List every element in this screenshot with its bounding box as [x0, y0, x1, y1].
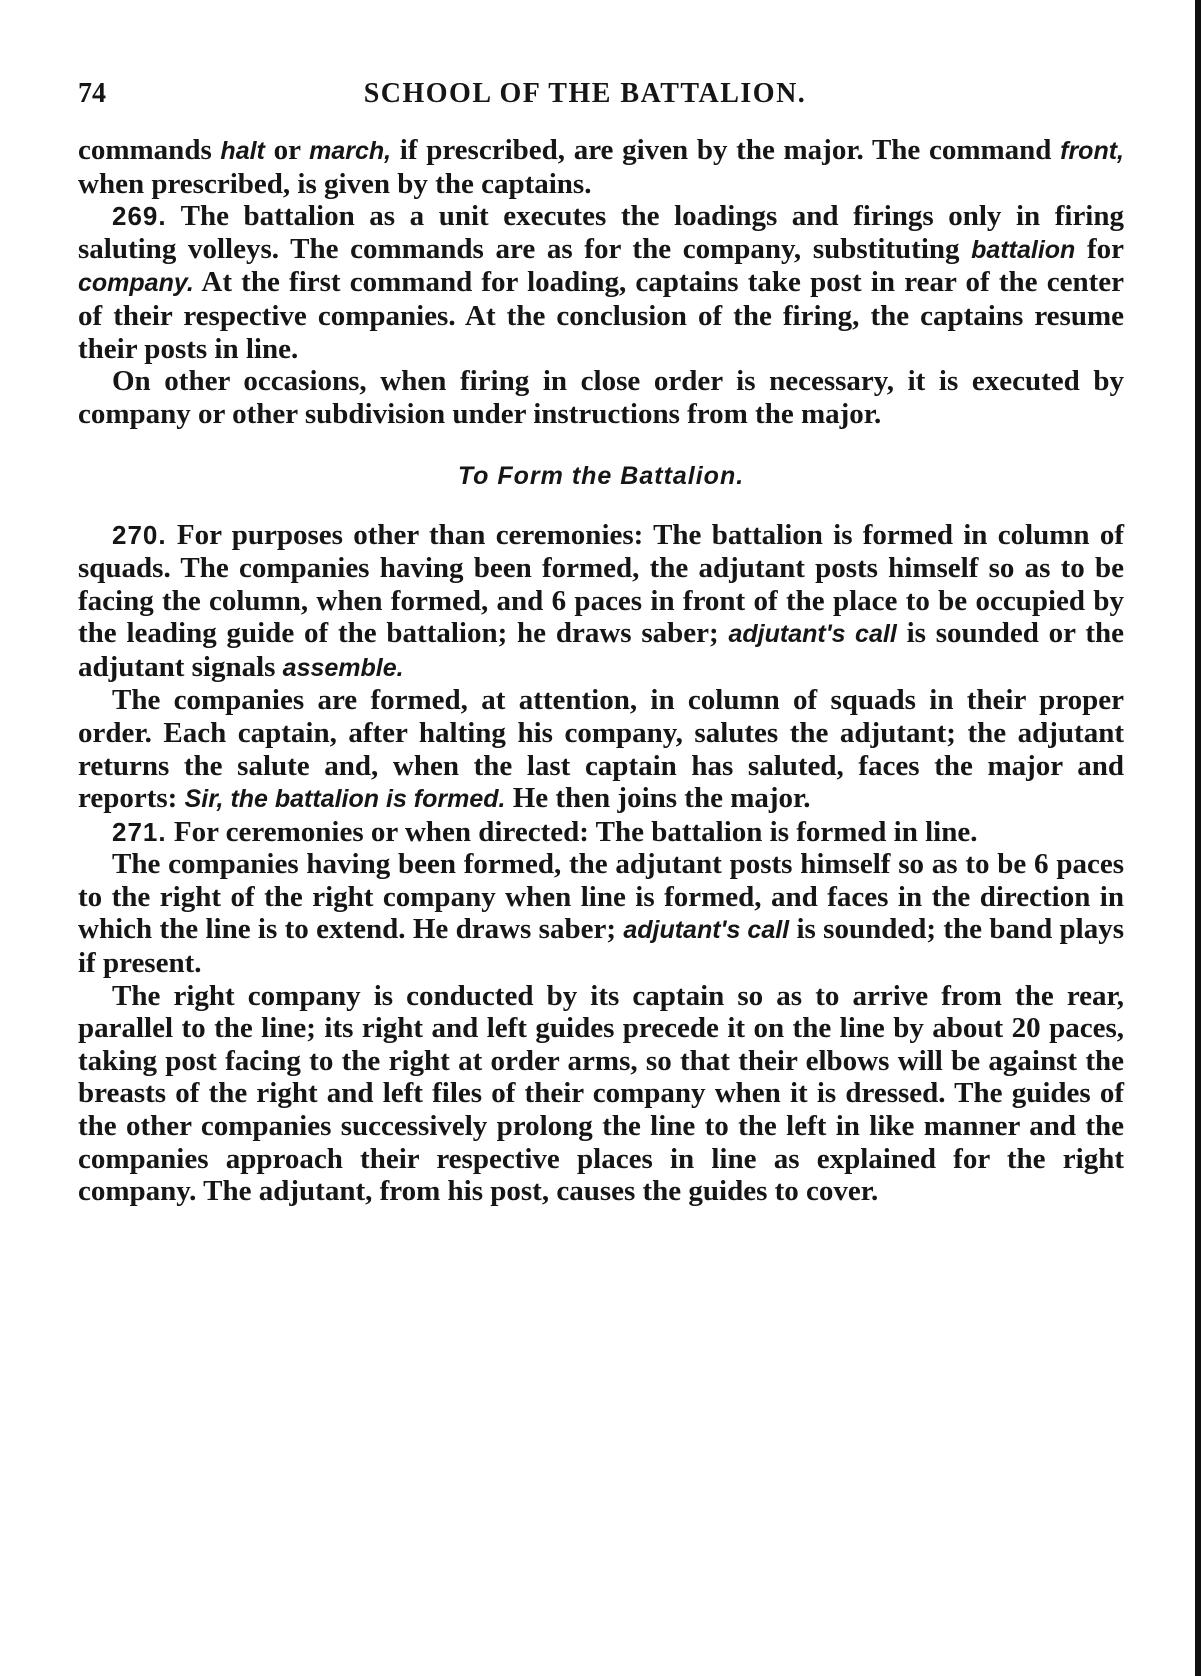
text-run: is sounded or the adjutant signals: [78, 617, 1124, 683]
paragraph-number: 271.: [112, 816, 167, 847]
paragraph-number: 270.: [112, 520, 167, 551]
section-heading: To Form the Battalion.: [457, 462, 745, 491]
command-company: company.: [78, 269, 194, 298]
command-adjutants-call: adjutant's call: [728, 620, 897, 649]
command-adjutants-call: adjutant's call: [623, 916, 790, 945]
command-halt: halt: [220, 137, 265, 165]
command-march: march,: [309, 137, 392, 165]
paragraph-269: [78, 200, 1124, 365]
text-run: The battalion as a unit executes the loadings and firings only in firing saluting volleys. The commands are as for the company, substituting: [78, 200, 1124, 265]
paragraph-271: [78, 816, 1124, 849]
command-battalion: battalion: [971, 235, 1076, 264]
command-assemble: assemble.: [282, 653, 404, 682]
command-front: front,: [1060, 137, 1124, 165]
text-run: The companies are formed, at attention, in column of squads in their proper order. Each captain, after halting his company, salutes the adjutant; the adjutant returns the salute and, when the last captain has saluted, faces the major and reports:: [78, 684, 1124, 815]
paragraph-number: 269.: [112, 201, 167, 232]
paragraph-270-cont: [78, 684, 1124, 815]
text-run: or: [264, 134, 310, 166]
text-run: The companies having been formed, the adjutant posts himself so as to be 6 paces to the right of the right company when line is formed, and faces in the direction in which the line is to extend. He draws saber;: [78, 848, 1124, 946]
paragraph-continuation: [78, 134, 1124, 200]
text-run: For purposes other than ceremonies: The battalion is formed in column of squads. The companies having been formed, the adjutant posts himself so as to be facing the column, when formed, and 6 paces in front of the place to be occupied by the leading guide of the battalion; he draws saber;: [78, 519, 1124, 650]
page-body: [78, 134, 1124, 1208]
book-page: [78, 78, 1124, 1208]
page-header: [78, 78, 1124, 120]
text-run: is sounded; the band plays if present.: [78, 913, 1125, 980]
text-run: if prescribed, are given by the major. The command: [391, 134, 1061, 166]
paragraph-270: [78, 519, 1124, 684]
text-run: At the first command for loading, captains take post in rear of the center of their respective companies. At the conclusion of the firing, the captains resume their posts in line.: [78, 266, 1124, 365]
command-report: Sir, the battalion is formed.: [184, 785, 506, 814]
page-edge-rule: [1195, 0, 1201, 1676]
text-run: commands: [78, 134, 221, 166]
text-run: He then joins the major.: [505, 782, 811, 815]
paragraph-271-cont: [78, 848, 1124, 979]
text-run: For ceremonies or when directed: The battalion is formed in line.: [166, 815, 978, 848]
page-number: 74: [78, 78, 106, 109]
paragraph-271-cont-2: The right company is conducted by its captain so as to arrive from the rear, parallel to the line; its right and left guides precede it on the line by about 20 paces, taking post facing to the right at order arms, so that their elbows will be against the breasts of the right and left files of their company when it is dressed. The guides of the other companies successively prolong the line to the left in like manner and the companies approach their respective places in line as explained for the right company. The adjutant, from his post, causes the guides to cover.: [78, 979, 1124, 1208]
running-head: SCHOOL OF THE BATTALION.: [363, 78, 807, 109]
text-run: for: [1075, 232, 1125, 265]
paragraph-269-cont: On other occasions, when firing in close order is necessary, it is executed by company or other subdivision under instructions from the major.: [78, 365, 1124, 430]
text-run: when prescribed, is given by the captains.: [78, 167, 592, 200]
